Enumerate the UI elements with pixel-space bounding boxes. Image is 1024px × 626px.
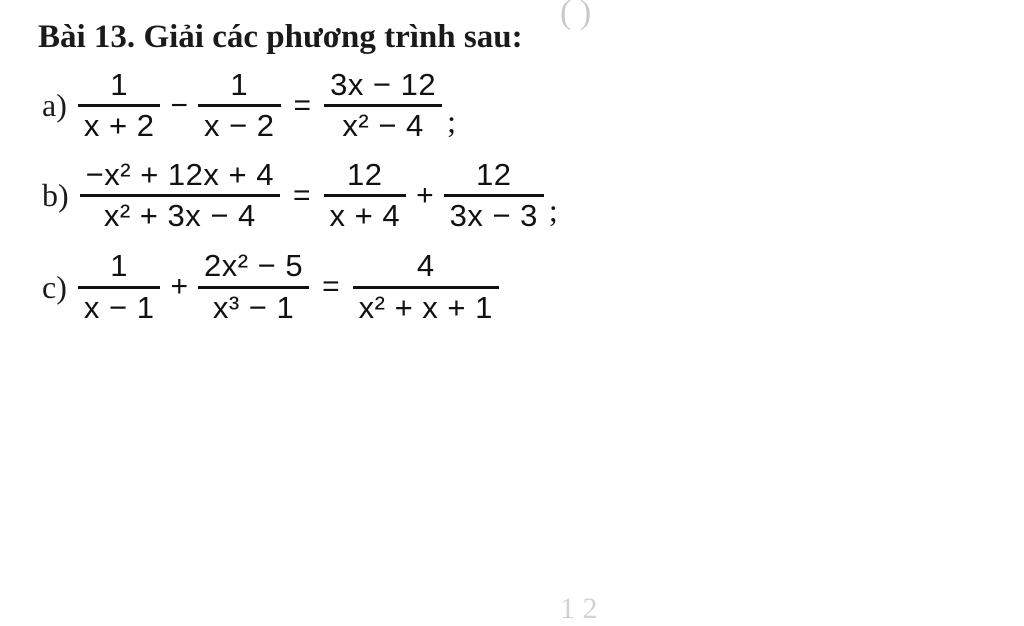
fraction-bar [78,286,161,289]
scan-artifact-bottom: 1 2 [560,592,598,625]
exercise-instruction: Giải các phương trình sau: [135,19,523,55]
operator-plus: + [416,178,434,212]
fraction [195,68,284,144]
problem-c-terminator [502,321,504,325]
numerator: 1 [230,66,249,102]
problem-b-equation [77,158,558,234]
fraction-bar [324,104,442,107]
problem-c [42,249,994,325]
numerator: 12 [476,156,512,192]
denominator: x² + x + 1 [358,289,493,325]
problem-b [42,158,994,234]
fraction-bar [353,286,499,289]
denominator: x − 2 [203,107,275,143]
denominator: x² − 4 [342,107,424,143]
operator-equals: = [322,270,340,304]
fraction-bar [78,104,161,107]
numerator: −x² + 12x + 4 [85,156,274,192]
problem-a [42,68,994,144]
fraction [77,158,283,234]
problem-a-terminator: ; [447,102,457,139]
fraction-bar [324,194,407,197]
fraction [321,68,445,144]
denominator: x³ − 1 [212,289,295,325]
fraction-bar [444,194,544,197]
page-title [38,18,994,58]
problem-c-equation [75,249,504,325]
fraction [441,158,547,234]
denominator: x² + 3x − 4 [103,197,256,233]
problem-c-label: c) [42,268,67,305]
exercise-number: Bài 13. [38,19,136,55]
fraction-bar [198,104,281,107]
numerator: 1 [110,248,129,284]
denominator: x + 2 [83,107,155,143]
problem-b-terminator: ; [548,192,558,229]
problem-a-equation [75,68,456,144]
operator-equals: = [293,88,312,122]
fraction [75,249,164,325]
fraction-bar [198,286,309,289]
problem-a-label: a) [42,87,67,124]
fraction [321,158,410,234]
fraction [75,68,164,144]
scan-artifact-top: ( ) [560,0,592,31]
numerator: 3x − 12 [330,66,437,102]
numerator: 2x² − 5 [203,248,304,284]
denominator: x + 4 [329,197,401,233]
denominator: x − 1 [83,289,155,325]
fraction [350,249,502,325]
denominator: 3x − 3 [449,197,538,233]
operator-plus: + [170,270,188,304]
operator-equals: = [292,178,311,212]
numerator: 4 [416,248,435,284]
numerator: 1 [110,66,129,102]
numerator: 12 [347,156,383,192]
problem-b-label: b) [42,177,69,213]
fraction-bar [80,194,280,197]
fraction [195,249,312,325]
operator-minus: − [170,88,188,122]
